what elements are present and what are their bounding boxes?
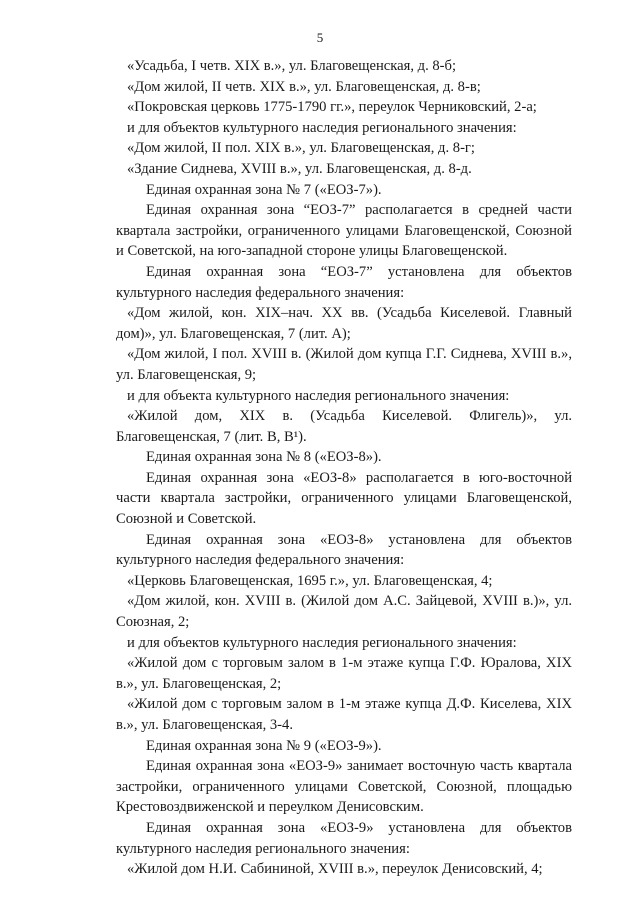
paragraph: Единая охранная зона № 7 («ЕОЗ-7»). (146, 181, 382, 198)
paragraph: Единая охранная зона «ЕОЗ-9» установлена для объектов культурного наследия регионального значения: (116, 819, 572, 857)
paragraph: «Дом жилой, кон. XVIII в. (Жилой дом А.С. Зайцевой, XVIII в.)», ул. Союзная, 2; (116, 593, 572, 631)
paragraph: «Жилой дом с торговым залом в 1-м этаже купца Г.Ф. Юралова, XIX в.», ул. Благовещенская, 2; (116, 655, 572, 692)
paragraph: Единая охранная зона «ЕОЗ-8» располагается в юго-восточной части квартала застройки, ограниченного улицами Благовещенской, Союзной и Советской. (116, 469, 572, 528)
document-body (116, 56, 572, 880)
paragraph: «Покровская церковь 1775-1790 гг.», переулок Черниковский, 2-а; (127, 99, 537, 116)
paragraph: «Церковь Благовещенская, 1695 г.», ул. Благовещенская, 4; (127, 572, 493, 589)
paragraph: и для объекта культурного наследия регионального значения: (127, 387, 510, 404)
paragraph: «Дом жилой, кон. XIX–нач. XX вв. (Усадьба Киселевой. Главный дом)», ул. Благовещенская, 7 (лит. А); (116, 305, 572, 342)
paragraph: «Усадьба, I четв. XIX в.», ул. Благовещенская, д. 8-б; (127, 58, 456, 74)
paragraph: Единая охранная зона № 8 («ЕОЗ-8»). (146, 449, 382, 466)
paragraph: Единая охранная зона «ЕОЗ-9» занимает восточную часть квартала застройки, ограниченного улицами Советской, Союзной, площадью Крестовоздвиженской и переулком Денисовским. (116, 758, 572, 816)
paragraph: Единая охранная зона «ЕОЗ-8» установлена для объектов культурного наследия федерального значения: (116, 531, 572, 569)
paragraph: Единая охранная зона “ЕОЗ-7” располагается в средней части квартала застройки, ограниченного улицами Благовещенской, Союзной и Советской, на юго-западной стороне улицы Благовещенской. (116, 202, 572, 260)
paragraph: и для объектов культурного наследия регионального значения: (127, 119, 517, 136)
paragraph: Единая охранная зона № 9 («ЕОЗ-9»). (146, 737, 382, 754)
paragraph: «Здание Сиднева, XVIII в.», ул. Благовещенская, д. 8-д. (127, 160, 472, 177)
paragraph: «Дом жилой, II четв. XIX в.», ул. Благовещенская, д. 8-в; (127, 78, 481, 95)
paragraph: Единая охранная зона “ЕОЗ-7” установлена для объектов культурного наследия федерального значения: (116, 263, 572, 301)
paragraph: «Дом жилой, I пол. XVIII в. (Жилой дом купца Г.Г. Сиднева, XVIII в.», ул. Благовещенская, 9; (116, 346, 572, 383)
paragraph: «Жилой дом Н.И. Сабининой, XVIII в.», переулок Денисовский, 4; (127, 861, 543, 878)
paragraph: «Дом жилой, II пол. XIX в.», ул. Благовещенская, д. 8-г; (127, 140, 475, 157)
page-number: 5 (316, 30, 324, 45)
paragraph: «Жилой дом, XIX в. (Усадьба Киселевой. Флигель)», ул. Благовещенская, 7 (лит. В, В¹). (116, 408, 572, 445)
paragraph: и для объектов культурного наследия регионального значения: (127, 634, 517, 651)
paragraph: «Жилой дом с торговым залом в 1-м этаже купца Д.Ф. Киселева, XIX в.», ул. Благовещенская, 3-4. (116, 696, 572, 733)
